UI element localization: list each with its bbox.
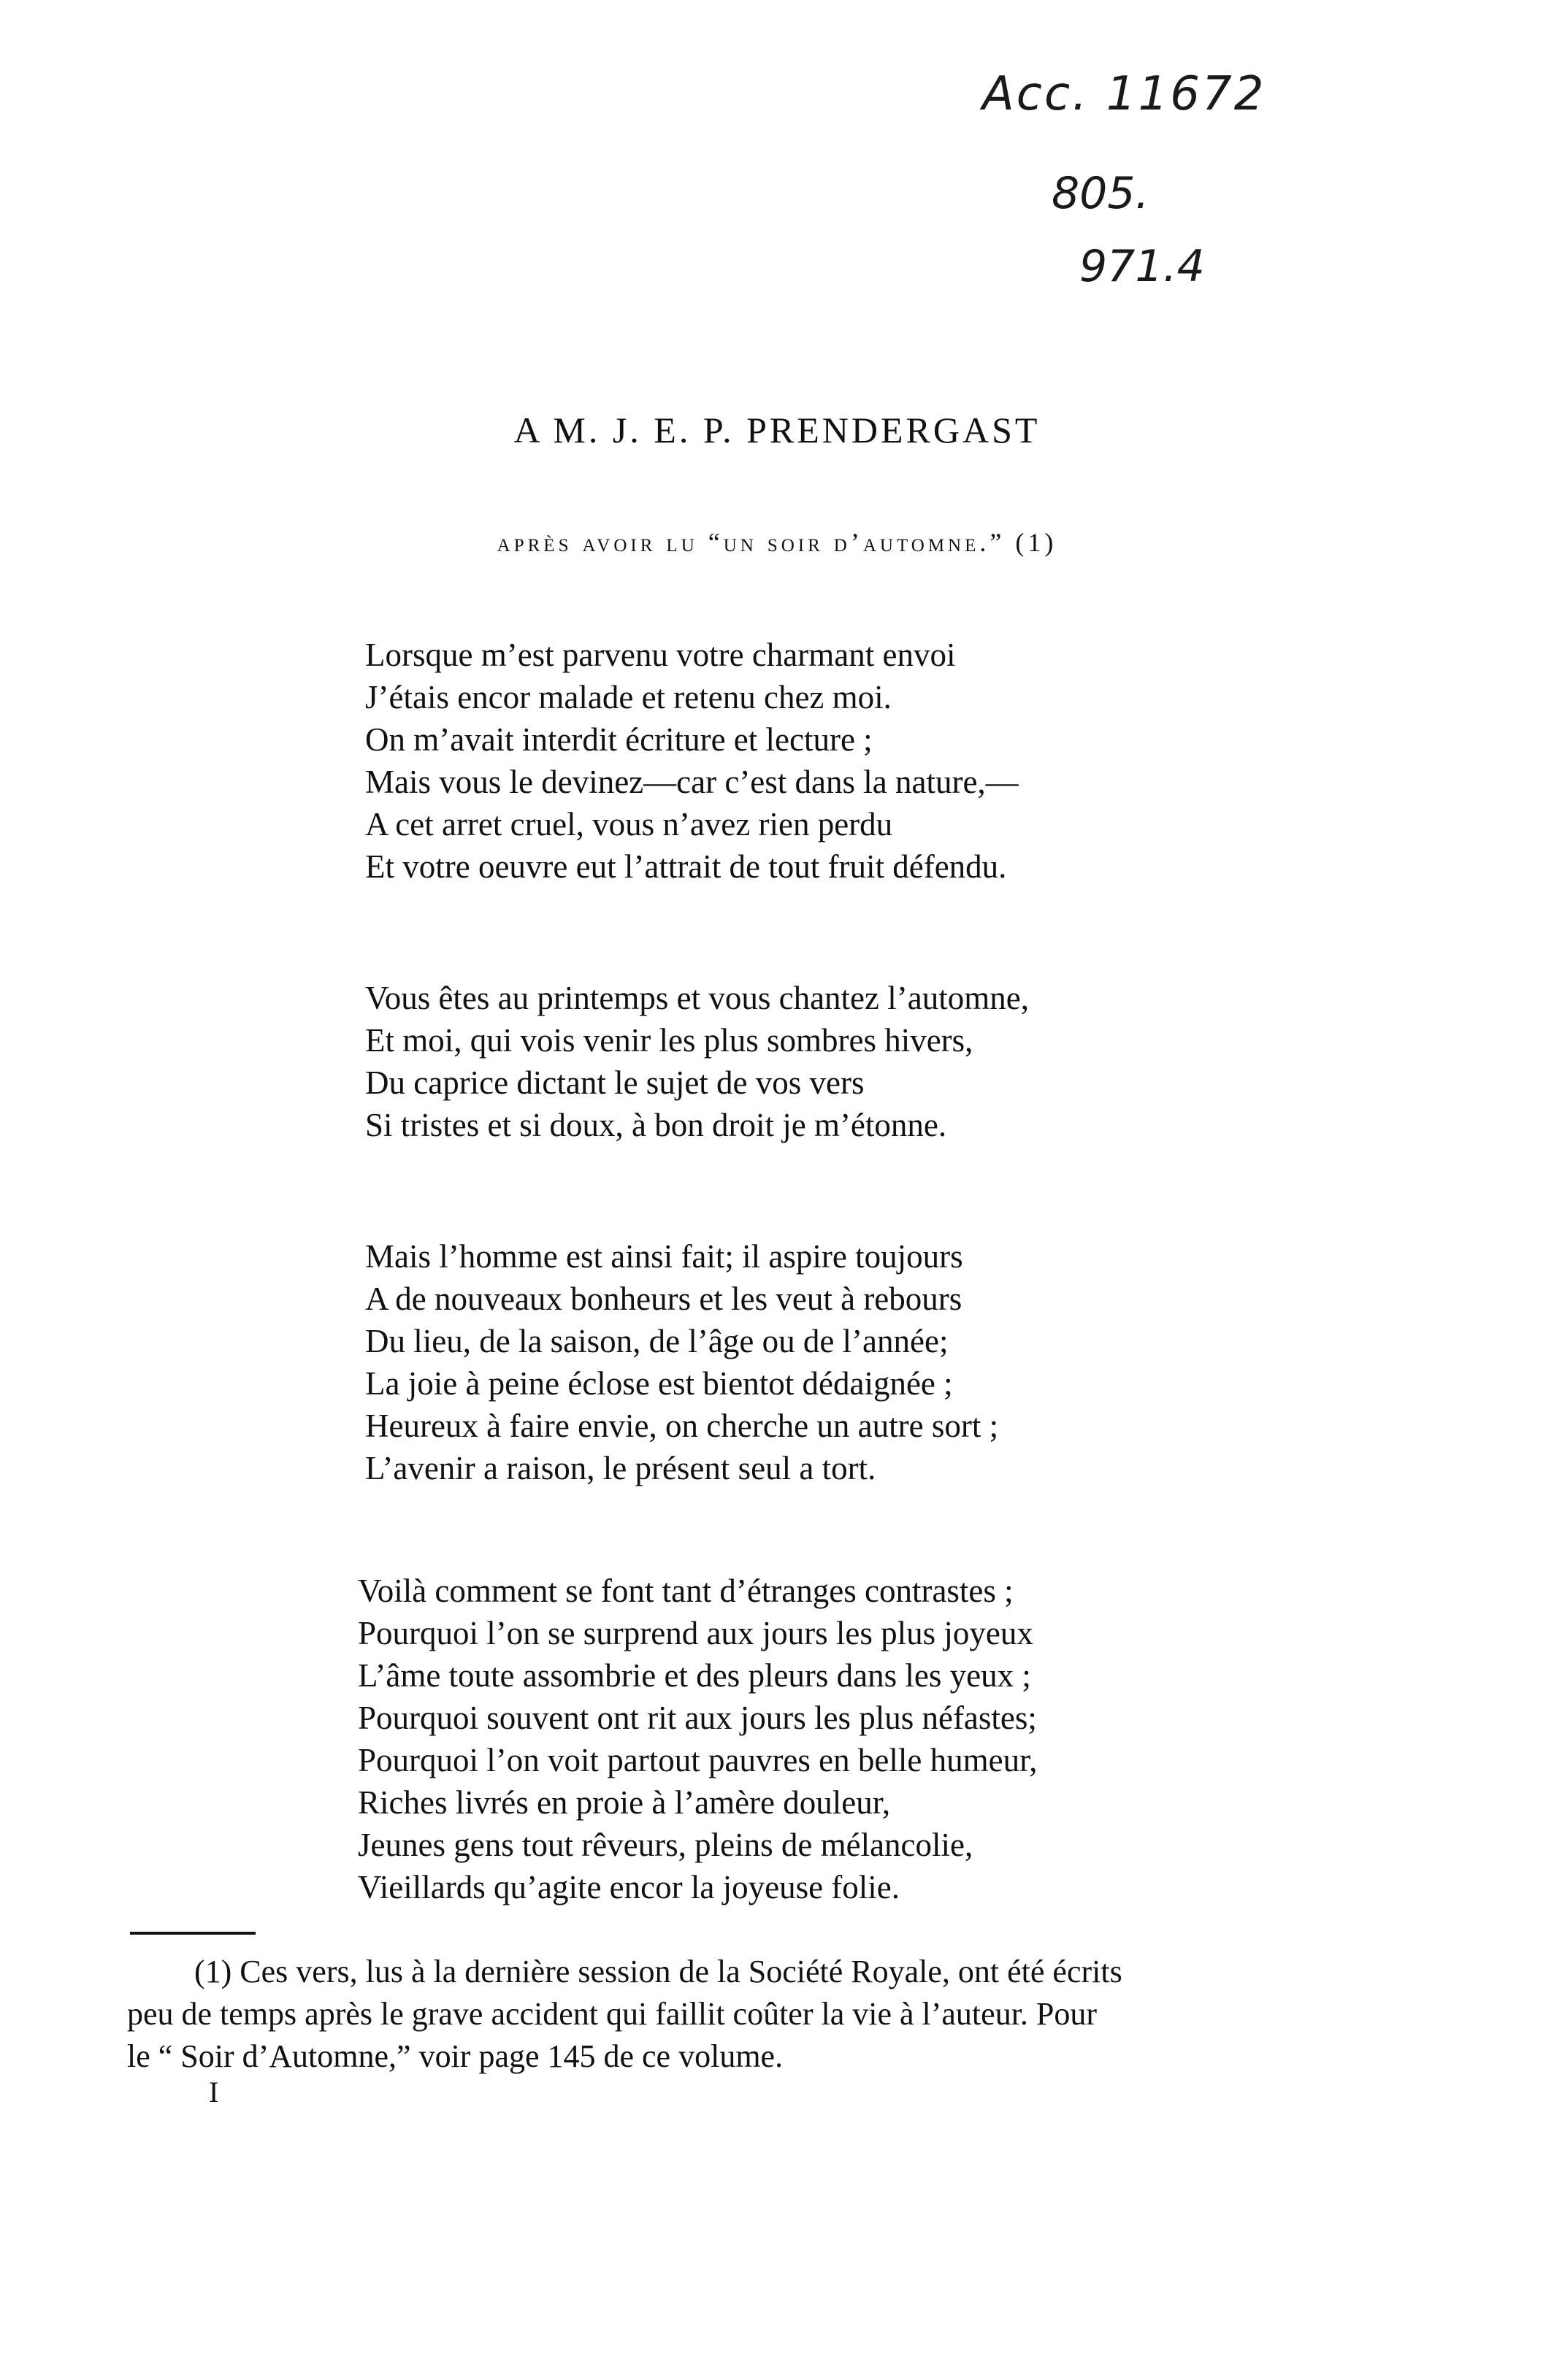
verse-line: Jeunes gens tout rêveurs, pleins de mélancolie, (358, 1827, 973, 1863)
verse-line: La joie à peine éclose est bientot dédaignée ; (365, 1365, 953, 1402)
verse-line: Pourquoi souvent ont rit aux jours les plus néfastes; (358, 1700, 1037, 1736)
stanza-1 (365, 634, 1212, 888)
footnote-rule (130, 1932, 256, 1935)
verse-line: A cet arret cruel, vous n’avez rien perdu (365, 806, 893, 842)
poem-subtitle: après avoir lu “un soir d’automne.” (1) (497, 528, 1057, 557)
verse-line: Du caprice dictant le sujet de vos vers (365, 1064, 865, 1101)
verse-line: L’âme toute assombrie et des pleurs dans les yeux ; (358, 1657, 1031, 1694)
verse-line: Voilà comment se font tant d’étranges contrastes ; (358, 1573, 1014, 1609)
call-number-subclass: 971.4 (1079, 241, 1205, 292)
verse-line: Heureux à faire envie, on cherche un autre sort ; (365, 1408, 999, 1444)
footnote-line: peu de temps après le grave accident qui faillit coûter la vie à l’auteur. Pour (127, 1996, 1098, 2032)
verse-line: Vieillards qu’agite encor la joyeuse folie. (358, 1869, 900, 1905)
verse-line: Riches livrés en proie à l’amère douleur, (358, 1784, 891, 1821)
stanza-2 (365, 977, 1212, 1146)
verse-line: On m’avait interdit écriture et lecture ; (365, 721, 873, 758)
verse-line: Mais vous le devinez—car c’est dans la nature,— (365, 764, 1019, 800)
signature-mark: I (209, 2076, 219, 2108)
poem-title: A M. J. E. P. PRENDERGAST (513, 410, 1041, 450)
verse-line: Et moi, qui vois venir les plus sombres hivers, (365, 1022, 973, 1059)
footnote-line: le “ Soir d’Automne,” voir page 145 de ce volume. (127, 2038, 784, 2074)
verse-line: Lorsque m’est parvenu votre charmant envoi (365, 637, 956, 673)
verse-line: A de nouveaux bonheurs et les veut à rebours (365, 1281, 962, 1317)
stanza-4 (358, 1570, 1205, 1908)
call-number-class: 805. (1052, 168, 1149, 219)
verse-line: Si tristes et si doux, à bon droit je m’étonne. (365, 1107, 947, 1143)
verse-line: Et votre oeuvre eut l’attrait de tout fruit défendu. (365, 848, 1007, 885)
footnote-line: (1) Ces vers, lus à la dernière session de la Société Royale, ont été écrits (194, 1954, 1122, 1989)
verse-line: Mais l’homme est ainsi fait; il aspire toujours (365, 1238, 963, 1275)
verse-line: Vous êtes au printemps et vous chantez l’automne, (365, 980, 1029, 1016)
stanza-3 (365, 1235, 1212, 1489)
verse-line: J’étais encor malade et retenu chez moi. (365, 679, 892, 715)
accession-number: Acc. 11672 (982, 67, 1266, 121)
verse-line: Pourquoi l’on voit partout pauvres en belle humeur, (358, 1742, 1038, 1778)
footnote (127, 1951, 1314, 2078)
verse-line: L’avenir a raison, le présent seul a tort. (365, 1450, 876, 1486)
verse-line: Pourquoi l’on se surprend aux jours les plus joyeux (358, 1615, 1033, 1651)
verse-line: Du lieu, de la saison, de l’âge ou de l’année; (365, 1323, 949, 1359)
